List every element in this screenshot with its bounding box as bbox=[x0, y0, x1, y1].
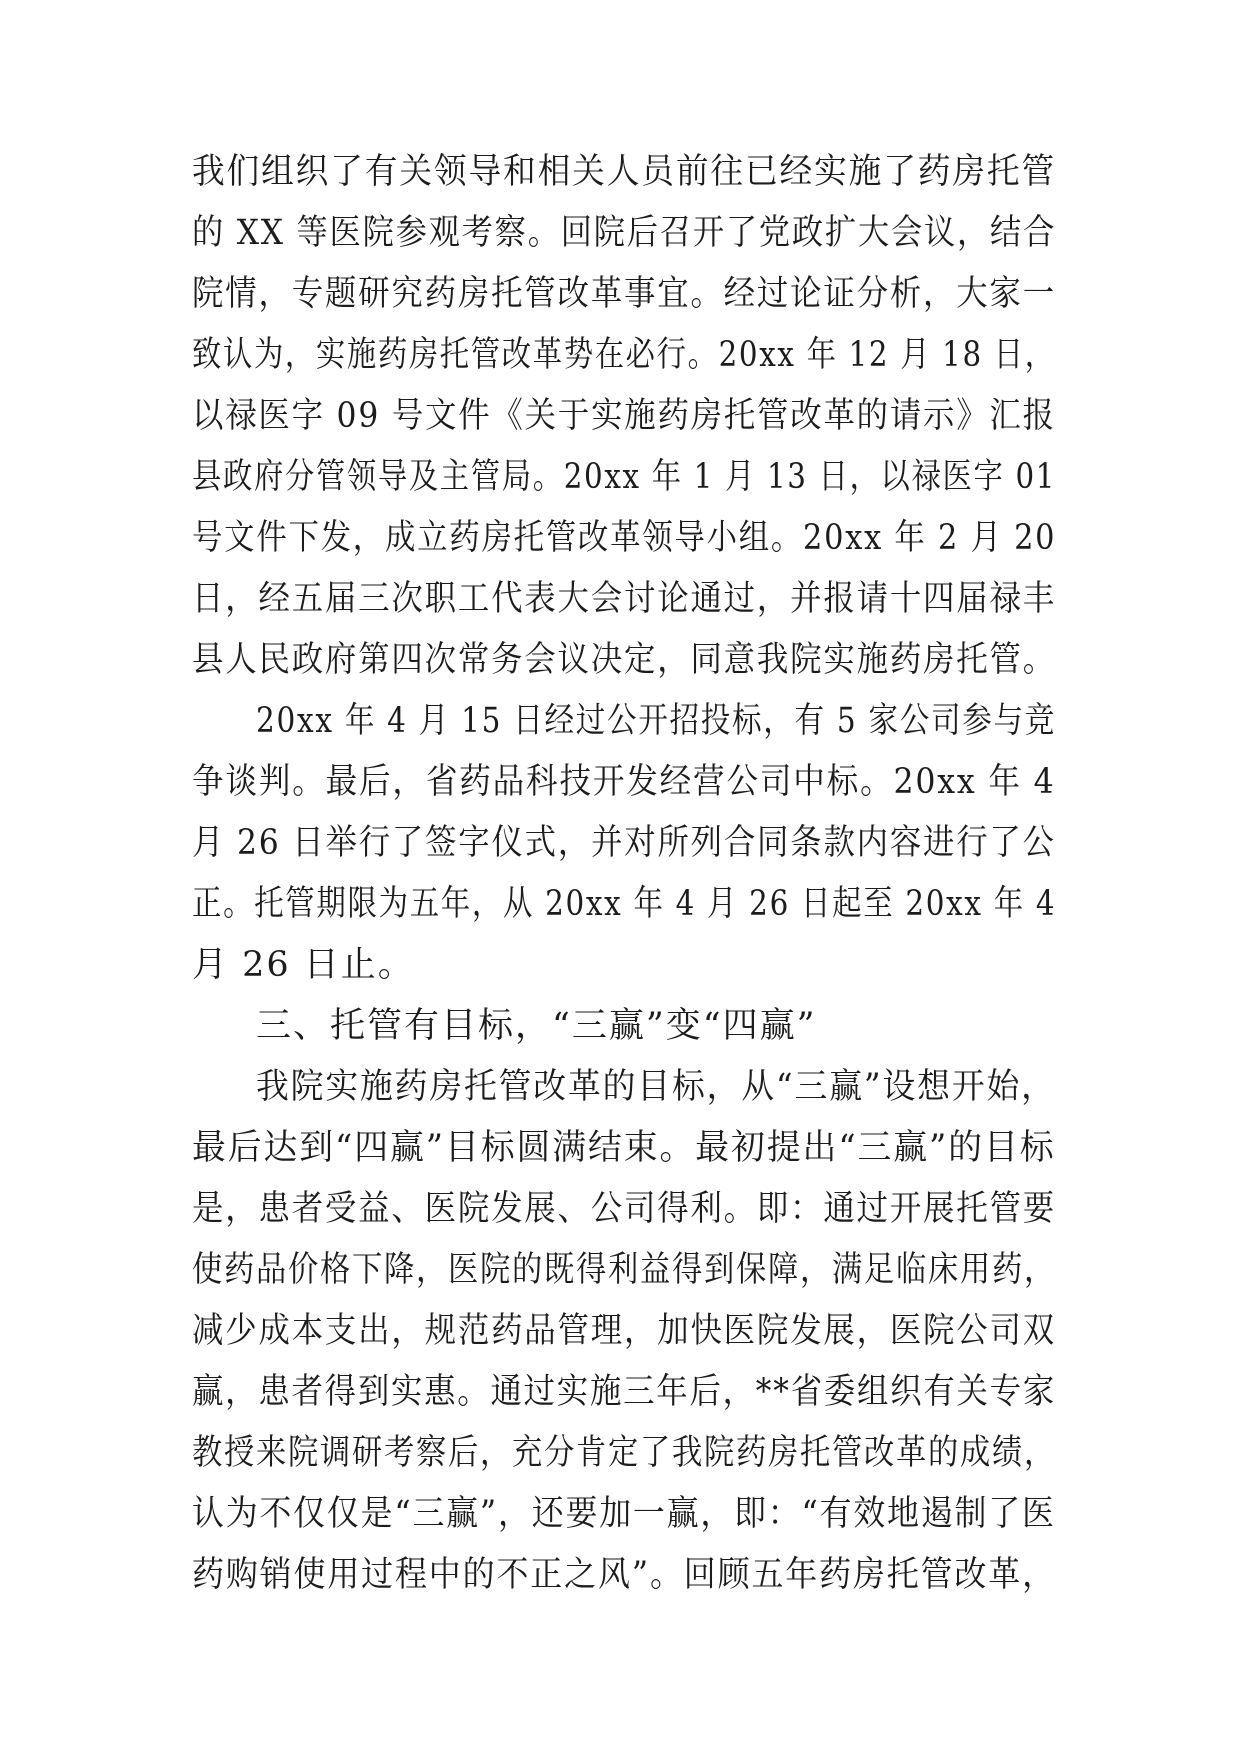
paragraph-line: 减少成本支出，规范药品管理，加快医院发展，医院公司双 bbox=[192, 1311, 1056, 1351]
paragraph-line: 致认为，实施药房托管改革势在必行。20xx 年 12 月 18 日， bbox=[192, 335, 1056, 375]
paragraph-line: 教授来院调研考察后，充分肯定了我院药房托管改革的成绩， bbox=[192, 1433, 1057, 1473]
paragraph-line: 县政府分管领导及主管局。20xx 年 1 月 13 日，以禄医字 01 bbox=[192, 457, 1057, 497]
paragraph-line: 号文件下发，成立药房托管改革领导小组。20xx 年 2 月 20 bbox=[192, 518, 1057, 558]
paragraph-line: 月 26 日止。 bbox=[192, 945, 415, 985]
paragraph-line: 是，患者受益、医院发展、公司得利。即：通过开展托管要 bbox=[192, 1189, 1056, 1229]
paragraph-line: 县人民政府第四次常务会议决定，同意我院实施药房托管。 bbox=[192, 640, 1056, 680]
paragraph-line: 的 XX 等医院参观考察。回院后召开了党政扩大会议，结合 bbox=[192, 213, 1057, 253]
paragraph-line: 月 26 日举行了签字仪式，并对所列合同条款内容进行了公 bbox=[192, 823, 1056, 863]
paragraph-line: 日，经五届三次职工代表大会讨论通过，并报请十四届禄丰 bbox=[192, 579, 1056, 619]
paragraph-line: 最后达到“四赢”目标圆满结束。最初提出“三赢”的目标 bbox=[192, 1128, 1056, 1168]
paragraph-line: 使药品价格下降，医院的既得利益得到保障，满足临床用药， bbox=[192, 1250, 1057, 1290]
paragraph-line: 我们组织了有关领导和相关人员前往已经实施了药房托管 bbox=[192, 152, 1057, 192]
section-heading: 三、托管有目标，“三赢”变“四赢” bbox=[256, 1006, 817, 1046]
paragraph-line: 赢，患者得到实惠。通过实施三年后，**省委组织有关专家 bbox=[192, 1372, 1057, 1412]
paragraph-line: 争谈判。最后，省药品科技开发经营公司中标。20xx 年 4 bbox=[192, 762, 1056, 802]
paragraph-line: 20xx 年 4 月 15 日经过公开招投标，有 5 家公司参与竞 bbox=[256, 701, 1056, 741]
paragraph-line: 正。托管期限为五年，从 20xx 年 4 月 26 日起至 20xx 年 4 bbox=[192, 884, 1057, 924]
paragraph-line: 院情，专题研究药房托管改革事宜。经过论证分析，大家一 bbox=[192, 274, 1056, 314]
paragraph-line: 以禄医字 09 号文件《关于实施药房托管改革的请示》汇报 bbox=[192, 396, 1056, 436]
paragraph-line: 认为不仅仅是“三赢”，还要加一赢，即：“有效地遏制了医 bbox=[192, 1494, 1056, 1534]
paragraph-line: 药购销使用过程中的不正之风”。回顾五年药房托管改革， bbox=[192, 1555, 1056, 1595]
paragraph-line: 我院实施药房托管改革的目标，从“三赢”设想开始， bbox=[256, 1067, 1056, 1107]
